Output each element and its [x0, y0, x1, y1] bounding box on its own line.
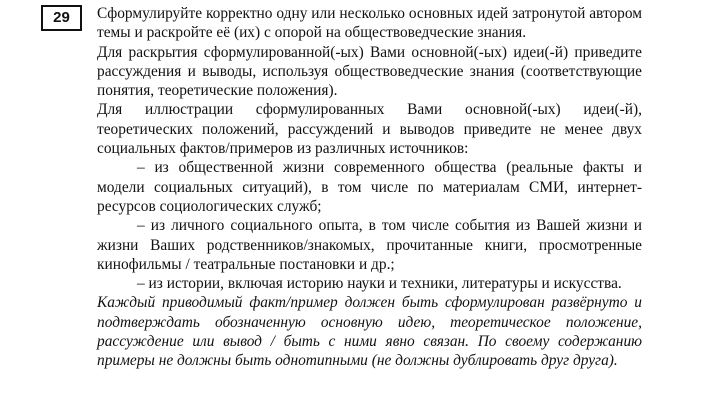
paragraph-requirements: Каждый приводимый факт/пример должен быть сформулирован развёрнуто и подтверждать обозначенную основную идею, теоретическое положение, рассуждение или вывод / быть с ними явно связан. По своему содержанию примеры не должны быть однотипными (не должны дублировать друг друга).	[97, 294, 642, 370]
list-item-personal-experience: – из личного социального опыта, в том числе события из Вашей жизни и жизни Ваших родственников/знакомых, прочитанные книги, просмотренные кинофильмы / театральные постановки и др.;	[97, 217, 642, 273]
list-item-history: – из истории, включая историю науки и техники, литературы и искусства.	[137, 275, 622, 293]
task-text	[97, 4, 642, 371]
paragraph-reasoning: Для раскрытия сформулированной(-ых) Вами основной(-ых) идеи(-й) приведите рассуждения и выводы, используя обществоведческие знания (соответствующие понятия, теоретические положения).	[97, 43, 642, 100]
list-item-public-life: – из общественной жизни современного общества (реальные факты и модели социальных ситуаций), в том числе по материалам СМИ, интернет-ресурсов социологических служб;	[97, 159, 642, 215]
paragraph-illustration: Для иллюстрации сформулированных Вами основной(-ых) идеи(-й), теоретических положений, рассуждений и выводов приведите не менее двух социальных фактов/примеров из различных источников:	[97, 101, 642, 158]
task-number-box: 29	[41, 5, 82, 31]
paragraph-main-task: Сформулируйте корректно одну или несколько основных идей затронутой автором темы и раскройте её (их) с опорой на обществоведческие знания.	[97, 5, 642, 42]
